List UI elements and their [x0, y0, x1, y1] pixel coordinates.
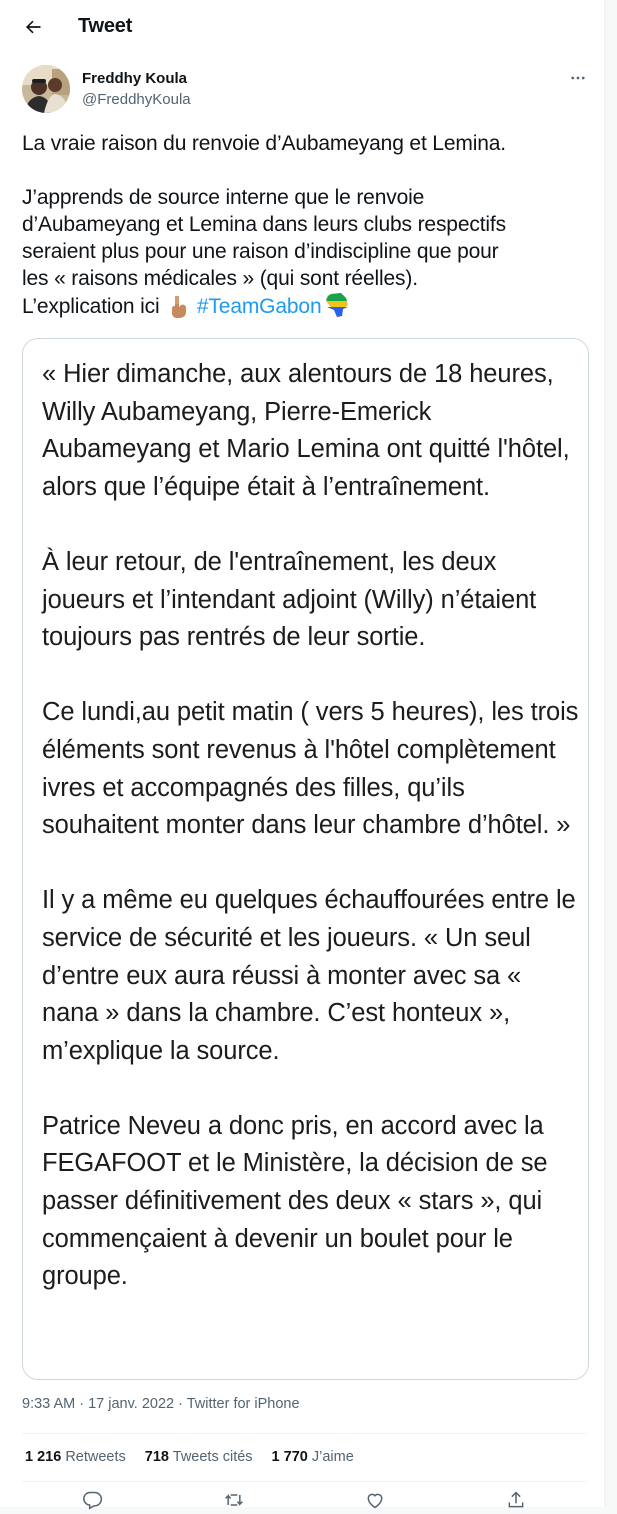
tweet-line-text: L’explication ici: [22, 295, 160, 318]
arrow-left-icon: [23, 17, 43, 37]
meta-separator: ·: [174, 1396, 187, 1412]
author-name[interactable]: Freddhy Koula: [82, 70, 188, 87]
reply-button[interactable]: [81, 1490, 105, 1514]
likes-stat[interactable]: [272, 1449, 354, 1465]
media-paragraph: Patrice Neveu a donc pris, en accord avec la FEGAFOOT et le Ministère, la décision de se passer définitivement des deux « stars », qui commençaient à devenir un boulet pour le groupe.: [42, 1111, 548, 1291]
media-paragraph: « Hier dimanche, aux alentours de 18 heures, Willy Aubameyang, Pierre-Emerick Aubameyang et Mario Lemina ont quitté l'hôtel, alors que l’équipe était à l’entraînement.: [42, 360, 570, 501]
likes-count: 1 770: [271, 1449, 308, 1465]
tweet-line: seraient plus pour une raison d’indiscipline que pour: [22, 240, 499, 263]
media-image[interactable]: [22, 338, 589, 1380]
tweet-source[interactable]: Twitter for iPhone: [186, 1396, 300, 1412]
avatar-photo: [22, 65, 70, 113]
tweet-stats: [25, 1449, 354, 1465]
quotes-label: Tweets cités: [172, 1449, 253, 1465]
tweet-line-last: [22, 292, 587, 325]
tweet-date[interactable]: 17 janv. 2022: [88, 1396, 175, 1412]
tweet-line: J’apprends de source interne que le renvoie: [22, 186, 425, 209]
share-icon: [506, 1490, 526, 1510]
africa-gabon-emoji: [324, 292, 350, 325]
heart-icon: [365, 1490, 385, 1510]
tweet-line: les « raisons médicales » (qui sont réelles).: [22, 267, 418, 290]
top-bar: [0, 0, 604, 53]
likes-label: J’aime: [311, 1449, 354, 1465]
retweet-button[interactable]: [222, 1490, 246, 1514]
avatar[interactable]: [22, 65, 70, 113]
media-paragraph: Il y a même eu quelques échauffourées entre le service de sécurité et les joueurs. « Un seul d’entre eux aura réussi à monter avec sa « nana » dans la chambre. C’est honteux », m’explique la source.: [42, 886, 576, 1065]
more-button[interactable]: [566, 66, 590, 90]
media-text: [42, 356, 582, 1296]
tweet-line: La vraie raison du renvoie d’Aubameyang et Lemina.: [22, 132, 506, 155]
media-paragraph: Ce lundi,au petit matin ( vers 5 heures), les trois éléments sont revenus à l'hôtel complètement ivres et accompagnés des filles, qu’ils souhaitent monter dans leur chambre d’hôtel. »: [42, 698, 579, 840]
more-horizontal-icon: [569, 69, 587, 87]
tweet-text: [22, 130, 587, 325]
page-title: Tweet: [78, 15, 133, 37]
back-button[interactable]: [18, 12, 48, 42]
retweets-stat[interactable]: [25, 1449, 126, 1465]
meta-separator: ·: [75, 1396, 89, 1412]
divider: [22, 1433, 587, 1434]
reply-icon: [83, 1490, 103, 1510]
media-paragraph: À leur retour, de l'entraînement, les deux joueurs et l’intendant adjoint (Willy) n’étaient toujours pas rentrés de leur sortie.: [42, 547, 537, 652]
quotes-count: 718: [144, 1449, 169, 1465]
hashtag-link[interactable]: #TeamGabon: [196, 295, 322, 318]
quotes-stat[interactable]: [145, 1449, 253, 1465]
like-button[interactable]: [363, 1490, 387, 1514]
tweet-time[interactable]: 9:33 AM: [22, 1396, 76, 1412]
divider: [22, 1481, 587, 1482]
tweet-meta: [22, 1396, 300, 1412]
action-bar: [22, 1490, 587, 1510]
retweets-label: Retweets: [65, 1449, 126, 1465]
retweets-count: 1 216: [25, 1449, 62, 1465]
share-button[interactable]: [504, 1490, 528, 1514]
tweet-line: d’Aubameyang et Lemina dans leurs clubs respectifs: [22, 213, 506, 236]
pointing-down-emoji: [167, 294, 189, 325]
author-handle[interactable]: @FreddhyKoula: [82, 91, 191, 108]
retweet-icon: [223, 1490, 245, 1510]
